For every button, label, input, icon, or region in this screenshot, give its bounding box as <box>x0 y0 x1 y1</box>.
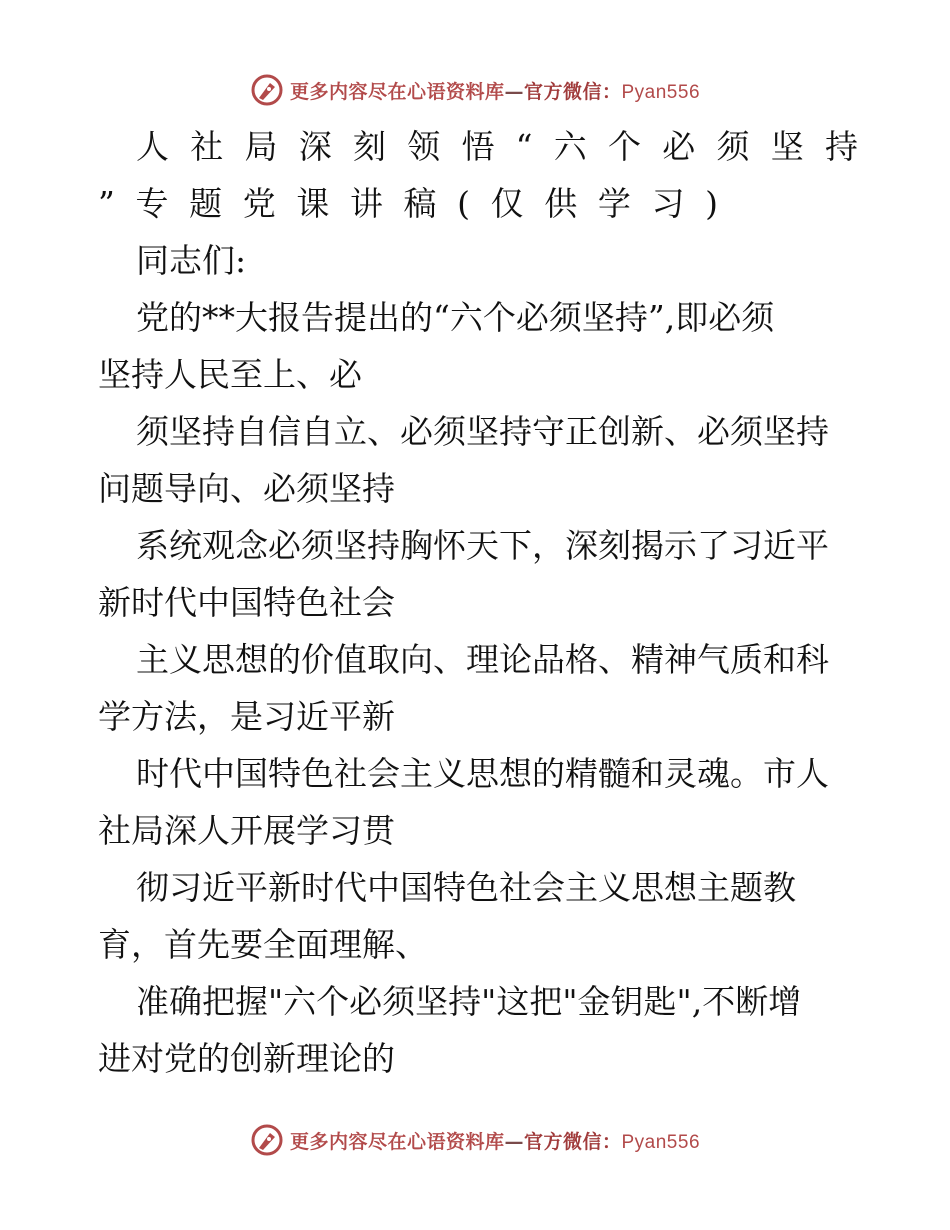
banner-dash: — <box>504 80 524 103</box>
banner-site-name: 更多内容尽在心语资料库 <box>289 1130 505 1153</box>
banner-text <box>290 1127 700 1154</box>
paragraph-line: 彻习近平新时代中国特色社会主义思想主题教 <box>136 868 796 907</box>
header-banner <box>0 70 950 110</box>
paragraph-line: 准确把握"六个必须坚持"这把"金钥匙",不断增 <box>136 982 802 1021</box>
banner-wechat-label: 官方微信： <box>523 80 622 103</box>
pen-nib-logo-icon <box>250 1123 284 1157</box>
document-body <box>98 118 858 1087</box>
paragraph-line: 系统观念必须坚持胸怀天下，深刻揭示了习近平 <box>136 526 829 565</box>
paragraph-line: 党的**大报告提出的“六个必须坚持”,即必须 <box>136 298 775 337</box>
footer-banner <box>0 1120 950 1160</box>
paragraph-line: 进对党的创新理论的 <box>98 1039 395 1078</box>
paragraph-line: 社局深人开展学习贯 <box>98 811 395 850</box>
banner-wechat-id: Pyan556 <box>621 1131 701 1153</box>
banner-wechat-id: Pyan556 <box>621 81 701 103</box>
paragraph-line: 时代中国特色社会主义思想的精髓和灵魂。市人 <box>136 754 829 793</box>
banner-wechat-label: 官方微信： <box>523 1130 622 1153</box>
document-title-line-1: 人社局深刻领悟“六个必须坚持 <box>136 127 858 166</box>
paragraph-line: 同志们: <box>136 241 247 280</box>
paragraph-line: 学方法，是习近平新 <box>98 697 395 736</box>
paragraph-line: 问题导向、必须坚持 <box>98 469 395 508</box>
paragraph-line: 主义思想的价值取向、理论品格、精神气质和科 <box>136 640 829 679</box>
paragraph-line: 新时代中国特色社会 <box>98 583 395 622</box>
paragraph-line: 育，首先要全面理解、 <box>98 925 428 964</box>
paragraph-line: 须坚持自信自立、必须坚持守正创新、必须坚持 <box>136 412 829 451</box>
banner-text <box>290 77 700 104</box>
paragraph-line: 坚持人民至上、必 <box>98 355 362 394</box>
document-title-line-2: ”专题党课讲稿(仅供学习) <box>98 184 718 223</box>
banner-site-name: 更多内容尽在心语资料库 <box>289 80 505 103</box>
banner-dash: — <box>504 1130 524 1153</box>
pen-nib-logo-icon <box>250 73 284 107</box>
